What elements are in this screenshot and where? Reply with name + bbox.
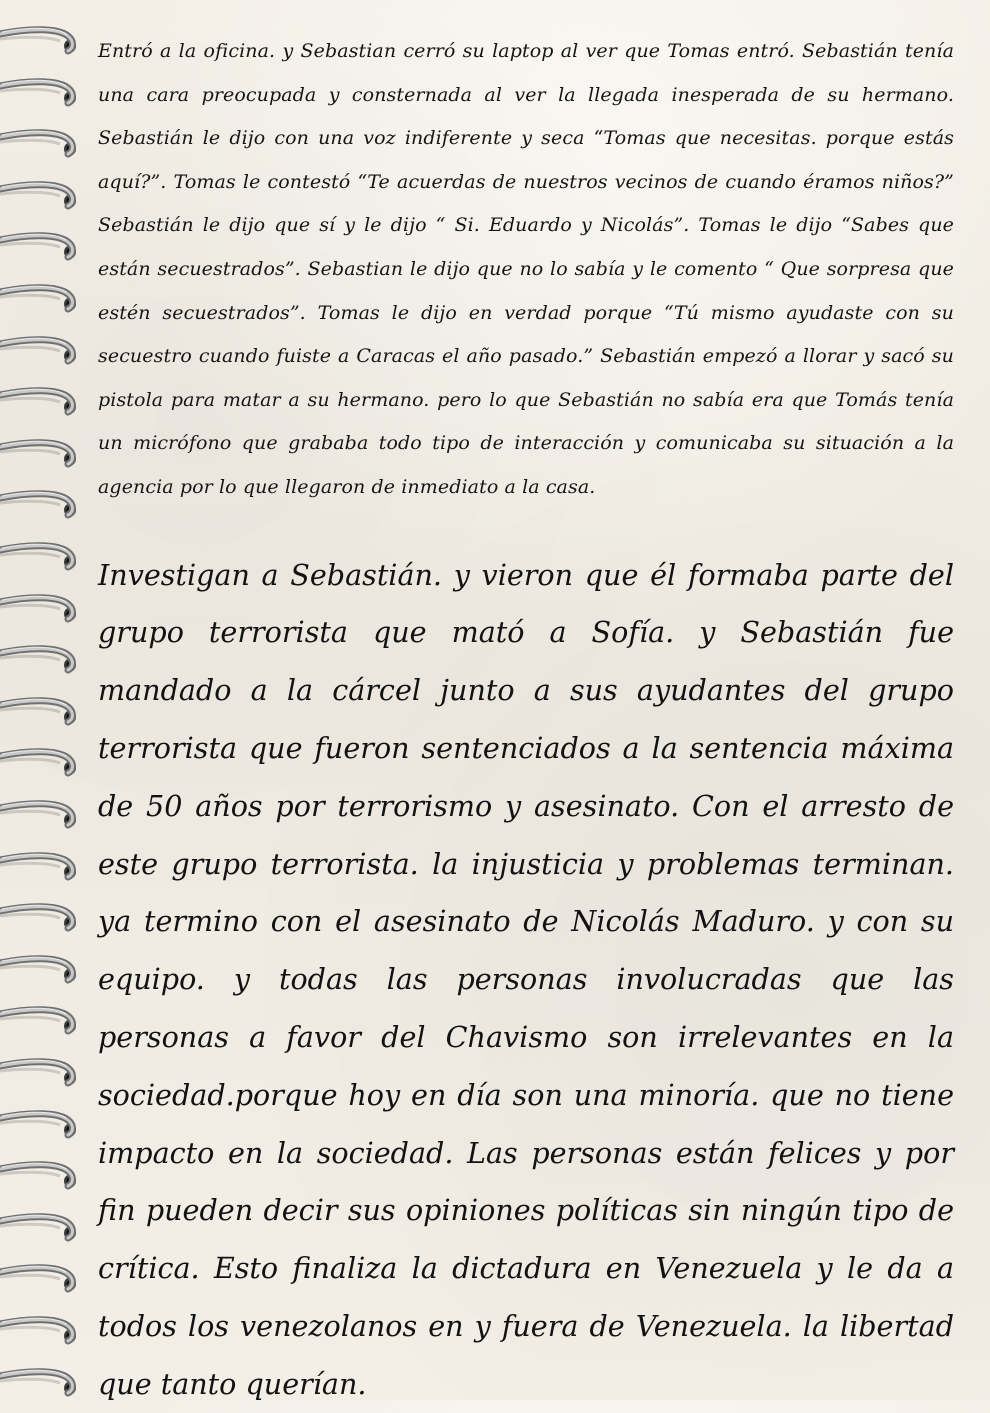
binding-ring-icon [0, 1106, 84, 1146]
binding-ring-icon [0, 899, 84, 939]
binding-ring-icon [0, 641, 84, 681]
binding-ring-icon [0, 22, 84, 62]
binding-ring-icon [0, 435, 84, 475]
binding-ring-icon [0, 693, 84, 733]
binding-ring-icon [0, 1054, 84, 1094]
binding-ring-icon [0, 383, 84, 423]
binding-ring-icon [0, 74, 84, 114]
binding-ring-icon [0, 796, 84, 836]
binding-ring-icon [0, 332, 84, 372]
binding-ring-icon [0, 848, 84, 888]
page-text [98, 30, 954, 1401]
binding-ring-icon [0, 177, 84, 217]
binding-ring-icon [0, 1312, 84, 1352]
binding-ring-icon [0, 228, 84, 268]
binding-ring-icon [0, 744, 84, 784]
binding-ring-icon [0, 1002, 84, 1042]
binding-ring-icon [0, 538, 84, 578]
binding-ring-icon [0, 125, 84, 165]
binding-ring-icon [0, 1364, 84, 1404]
binding-ring-icon [0, 280, 84, 320]
paragraph-1: Entró a la oficina. y Sebastian cerró su laptop al ver que Tomas entró. Sebastián tenía una cara preocupada y consternada al ver la llegada inesperada de su hermano. Sebastián le dijo con una voz indiferente y seca “Tomas que necesitas. porque estás aquí?”. Tomas le contestó “Te acuerdas de nuestros vecinos de cuando éramos niños?” Sebastián le dijo que sí y le dijo “ Si. Eduardo y Nicolás”. Tomas le dijo “Sabes que están secuestrados”. Sebastian le dijo que no lo sabía y le comento “ Que sorpresa que estén secuestrados”. Tomas le dijo en verdad porque “Tú mismo ayudaste con su secuestro cuando fuiste a Caracas el año pasado.” Sebastián empezó a llorar y sacó su pistola para matar a su hermano. pero lo que Sebastián no sabía era que Tomás tenía un micrófono que grababa todo tipo de interacción y comunicaba su situación a la agencia por lo que llegaron de inmediato a la casa. [98, 40, 954, 498]
binding-ring-icon [0, 486, 84, 526]
spiral-binding [0, 0, 90, 1400]
binding-ring-icon [0, 590, 84, 630]
binding-ring-icon [0, 1209, 84, 1249]
binding-ring-icon [0, 951, 84, 991]
binding-ring-icon [0, 1157, 84, 1197]
paragraph-2: Investigan a Sebastián. y vieron que él formaba parte del grupo terrorista que mató a Sofía. y Sebastián fue mandado a la cárcel junto a sus ayudantes del grupo terrorista que fueron sentenciados a la sentencia máxima de 50 años por terrorismo y asesinato. Con el arresto de este grupo terrorista. la injusticia y problemas terminan. ya termino con el asesinato de Nicolás Maduro. y con su equipo. y todas las personas involucradas que las personas a favor del Chavismo son irrelevantes en la sociedad.porque hoy en día son una minoría. que no tiene impacto en la sociedad. Las personas están felices y por fin pueden decir sus opiniones políticas sin ningún tipo de crítica. Esto finaliza la dictadura en Venezuela y le da a todos los venezolanos en y fuera de Venezuela. la libertad que tanto querían. [98, 557, 954, 1401]
binding-ring-icon [0, 1260, 84, 1300]
